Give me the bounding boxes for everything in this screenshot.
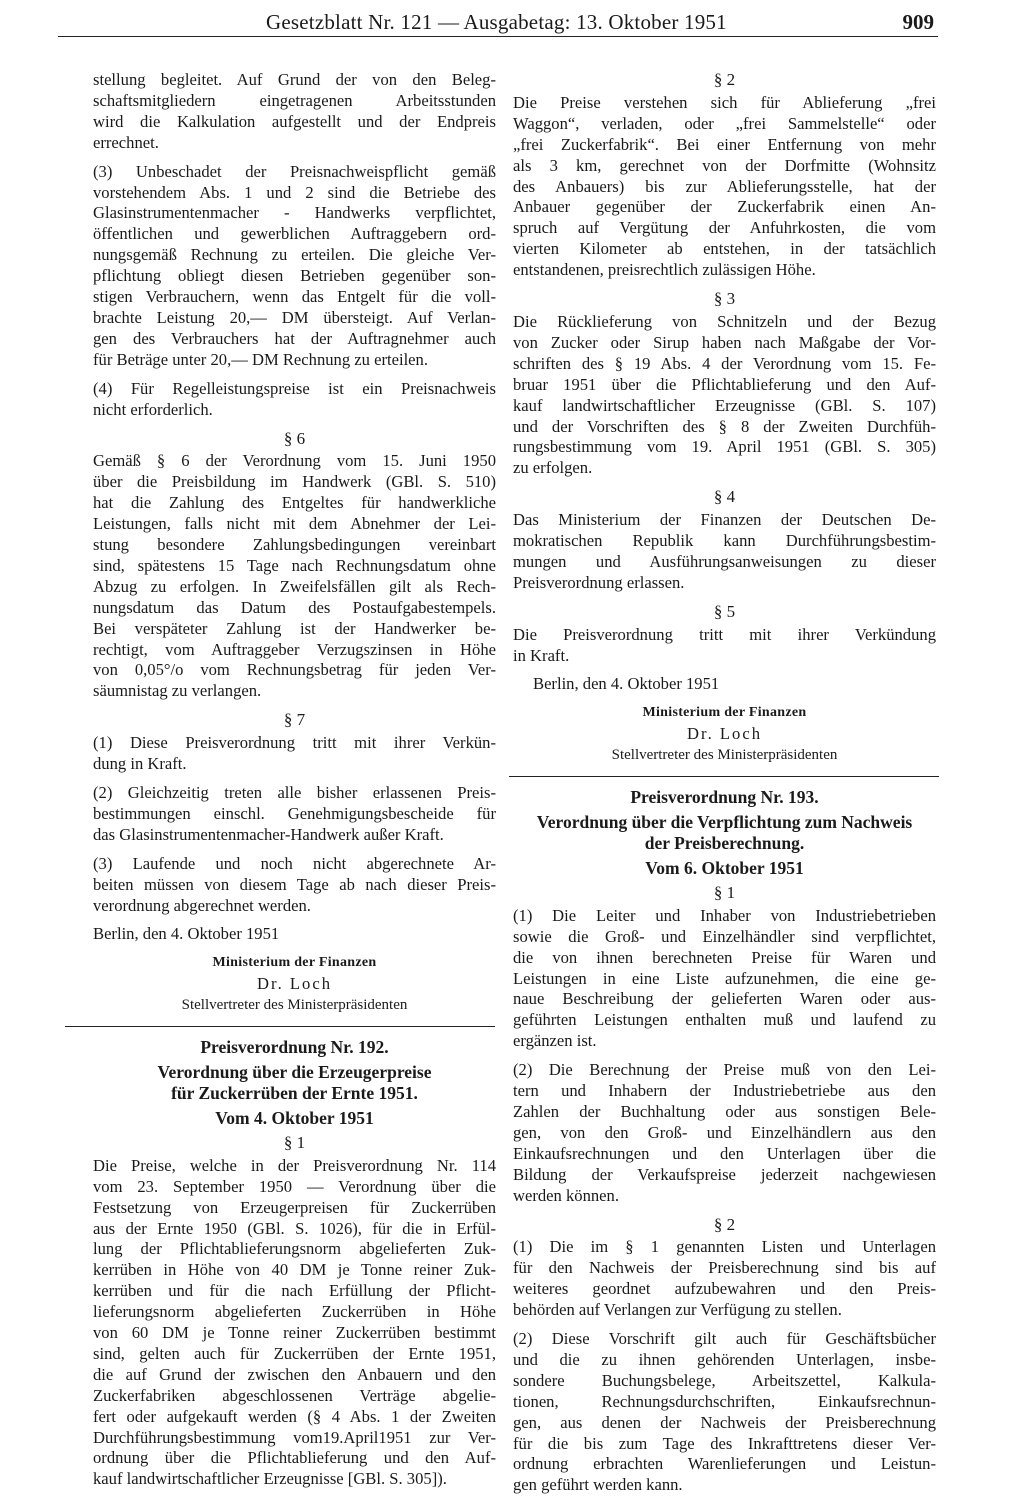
text-line: (1) Die im § 1 genannten Listen und Unterlagen	[513, 1237, 936, 1257]
date-line: Berlin, den 4. Oktober 1951	[93, 924, 280, 944]
text-line: Bei verspäteter Zahlung ist der Handwerker be-	[93, 618, 496, 638]
text-line: (1) Diese Preisverordnung tritt mit ihrer Verkün-	[93, 733, 496, 753]
text-line: ordnung über die Pflichtablieferung und den Auf-	[93, 1448, 496, 1468]
paragraph	[513, 1237, 936, 1321]
paragraph	[513, 510, 936, 594]
text-line: stigen Verbrauchern, wenn das Entgelt für die voll-	[93, 287, 496, 307]
text-line: hat die Zahlung des Entgeltes für handwerkliche	[93, 493, 496, 513]
ministry-name: Ministerium der Finanzen	[642, 705, 807, 721]
text-line: aus der Ernte 1950 (GBl. S. 1026), für die in Erfül-	[93, 1218, 496, 1238]
ordinance-title: Preisverordnung Nr. 193.	[630, 787, 819, 808]
text-line: Anbauer gegenüber der Zuckerfabrik einen An-	[513, 197, 936, 217]
text-line: (2) Gleichzeitig treten alle bisher erlassenen Preis-	[93, 783, 496, 802]
text-line: mokratischen Republik kann Durchführungsbestim-	[513, 531, 936, 551]
text-line: Gemäß § 6 der Verordnung vom 15. Juni 1950	[93, 451, 496, 471]
paragraph	[513, 1060, 936, 1206]
text-line: (4) Für Regelleistungspreise ist ein Preisnachweis	[93, 378, 496, 398]
ordinance-subtitle: Verordnung über die Verpflichtung zum Nachweis	[536, 812, 913, 832]
text-line: Einkaufsrechnungen und den Unterlagen über die	[513, 1143, 936, 1163]
ordinance-subtitle: für Zuckerrüben der Ernte 1951.	[171, 1082, 418, 1103]
text-line: tionen, Rechnungsdurchschriften, Einkaufsrechnun-	[513, 1391, 936, 1411]
text-line: gen, von den Groß- und Einzelhändlern aus den	[513, 1122, 936, 1142]
page-header	[58, 6, 938, 37]
paragraph	[513, 906, 936, 1052]
text-line: verordnung abgerechnet werden.	[93, 895, 311, 915]
text-line: lieferungsnorm abgelieferten Zuckerrüben in Höhe	[93, 1302, 496, 1322]
section-heading: § 6	[283, 428, 306, 448]
section-heading: § 2	[713, 70, 736, 89]
paragraph	[93, 162, 496, 371]
text-line: des Anbauers) bis zur Ablieferungsstelle, hat der	[513, 176, 936, 196]
text-line: nungsdatum das Datum des Postaufgabestempels.	[93, 597, 496, 617]
right-column-top	[513, 70, 936, 1504]
text-line: Die Rücklieferung von Schnitzeln und der Bezug	[513, 311, 936, 331]
text-line: (2) Die Berechnung der Preise muß von den Lei-	[513, 1060, 936, 1080]
text-line: kauf landwirtschaftlicher Erzeugnisse (GBl. S. 107)	[513, 395, 936, 415]
text-line: für Beträge unter 20,— DM Rechnung zu erteilen.	[93, 349, 428, 369]
text-line: für den Nachweis der Preisberechnung sind bis auf	[513, 1258, 936, 1278]
text-line: beiten müssen von diesem Tage ab nach dieser Preis-	[93, 874, 496, 894]
text-line: Waggon“, verladen, oder „frei Sammelstelle“ oder	[513, 113, 936, 133]
signer-title: Stellvertreter des Ministerpräsidenten	[181, 997, 408, 1014]
text-line: Die Preisverordnung tritt mit ihrer Verkündung	[513, 624, 936, 644]
text-line: wird die Kalkulation aufgestellt und der Endpreis	[93, 111, 496, 131]
divider	[65, 1026, 495, 1027]
text-line: „frei Zuckerfabrik“. Bei einer Entfernung von mehr	[513, 134, 936, 154]
text-line: Leistungen, falls nicht mit dem Abnehmer der Lei-	[93, 514, 496, 534]
text-line: in Kraft.	[513, 645, 570, 665]
text-line: von 60 DM je Tonne reiner Zuckerrüben bestimmt	[93, 1323, 496, 1343]
text-line: schaftsmitgliedern eingetragenen Arbeitsstunden	[93, 90, 496, 110]
text-line: als 3 km, gerechnet von der Dorfmitte (Wohnsitz	[513, 155, 936, 175]
paragraph	[93, 783, 496, 846]
text-line: fert oder aufgekauft werden (§ 4 Abs. 1 der Zweiten	[93, 1406, 496, 1426]
text-line: Festsetzung von Erzeugerpreisen für Zuckerrüben	[93, 1197, 496, 1217]
section-heading: § 5	[713, 601, 736, 621]
text-line: pflichtung obliegt diesen Betrieben gegenüber son-	[93, 266, 496, 286]
ordinance-title: Preisverordnung Nr. 192.	[200, 1037, 389, 1058]
text-line: die von ihnen berechneten Preise für Waren und	[513, 947, 936, 967]
text-line: (3) Laufende und noch nicht abgerechnete Ar-	[93, 853, 496, 873]
ordinance-date: Vom 4. Oktober 1951	[215, 1107, 374, 1128]
text-line: vorstehendem Abs. 1 und 2 sind die Betriebe des	[93, 182, 496, 202]
paragraph	[93, 1156, 496, 1491]
paragraph	[93, 379, 496, 421]
left-column	[93, 70, 496, 1498]
text-line: sondere Buchungsbelege, Arbeitszettel, Kalkula-	[513, 1370, 936, 1390]
text-line: geführten Leistungen enthalten muß und laufend zu	[513, 1010, 936, 1030]
text-line: weiteres geordnet aufzubewahren und den Preis-	[513, 1279, 936, 1299]
text-line: nicht erforderlich.	[93, 399, 213, 419]
header-title: Gesetzblatt Nr. 121 — Ausgabetag: 13. Oktober 1951	[266, 10, 727, 34]
text-line: vierten Kilometer ab entstehen, in der tatsächlich	[513, 239, 936, 259]
text-line: öffentlichen und gewerblichen Auftraggebern ord-	[93, 224, 496, 244]
text-line: Bildung der Verkaufspreise jederzeit nachgewiesen	[513, 1164, 936, 1184]
text-line: die auf Grund der zwischen den Anbauern und den	[93, 1364, 496, 1384]
text-line: tern und Inhabern der Industriebetriebe aus den	[513, 1081, 936, 1101]
text-line: sind, gelten auch für Zuckerrüben der Ernte 1951,	[93, 1343, 496, 1363]
text-line: stellung begleitet. Auf Grund der von den Beleg-	[93, 70, 496, 89]
text-line: über die Preisbildung im Handwerk (GBl. S. 510)	[93, 472, 496, 492]
text-line: für die bis zum Tage des Inkrafttretens dieser Ver-	[513, 1433, 936, 1453]
text-line: Leistungen in eine Liste aufzunehmen, die eine ge-	[513, 968, 936, 988]
text-line: nungsgemäß Rechnung zu erteilen. Die gleiche Ver-	[93, 245, 496, 265]
paragraph	[93, 733, 496, 775]
paragraph	[513, 93, 936, 281]
text-line: naue Beschreibung der gelieferten Waren oder aus-	[513, 989, 936, 1009]
paragraph	[93, 70, 496, 154]
text-line: gen, aus denen der Nachweis der Preisberechnung	[513, 1412, 936, 1432]
section-heading: § 1	[283, 1132, 306, 1152]
text-line: behörden auf Verlangen zur Verfügung zu stellen.	[513, 1300, 842, 1320]
text-line: säumnistag zu verlangen.	[93, 681, 262, 701]
text-line: (2) Diese Vorschrift gilt auch für Geschäftsbücher	[513, 1329, 936, 1349]
text-line: errechnet.	[93, 132, 159, 152]
ministry-name: Ministerium der Finanzen	[212, 955, 377, 971]
text-line: rechtigt, vom Auftraggeber Verzugszinsen in Höhe	[93, 639, 496, 659]
text-line: spruch auf Vergütung der Anfuhrkosten, die vom	[513, 218, 936, 238]
signer-name: Dr. Loch	[257, 974, 332, 994]
text-line: brachte Leistung 20,— DM übersteigt. Auf Verlan-	[93, 307, 496, 327]
text-line: mungen und Ausführungsanweisungen zu dieser	[513, 551, 936, 571]
section-heading: § 3	[713, 289, 736, 309]
text-line: Preisverordnung erlassen.	[513, 572, 685, 592]
text-line: zu erfolgen.	[513, 458, 593, 478]
text-line: Die Preise verstehen sich für Ablieferung „frei	[513, 92, 936, 112]
signer-name: Dr. Loch	[687, 724, 762, 744]
divider	[509, 776, 939, 777]
text-line: stung besondere Zahlungsbedingungen vereinbart	[93, 535, 496, 555]
signer-title: Stellvertreter des Ministerpräsidenten	[611, 747, 838, 764]
text-line: Durchführungsbestimmung vom19.April1951 zur Ver-	[93, 1427, 496, 1447]
text-line: und die zu ihnen gehörenden Unterlagen, insbe-	[513, 1349, 936, 1369]
text-line: Zuckerfabriken abgeschlossenen Verträge abgelie-	[93, 1385, 496, 1405]
ordinance-subtitle: der Preisberechnung.	[644, 833, 805, 853]
text-line: gen des Verbrauchers hat der Auftragnehmer auch	[93, 328, 496, 348]
text-line: sind, spätestens 15 Tage nach Rechnungsdatum ohne	[93, 555, 496, 575]
text-line: Die Preise, welche in der Preisverordnung Nr. 114	[93, 1155, 496, 1175]
text-line: Zahlen der Buchhaltung oder aus sonstigen Bele-	[513, 1101, 936, 1121]
text-line: (3) Unbeschadet der Preisnachweispflicht gemäß	[93, 161, 496, 181]
text-line: bestimmungen einschl. Genehmigungsbescheide für	[93, 803, 496, 823]
date-line: Berlin, den 4. Oktober 1951	[533, 674, 720, 694]
paragraph	[513, 312, 936, 479]
text-line: kauf landwirtschaftlicher Erzeugnisse [GBl. S. 305]).	[93, 1469, 447, 1489]
text-line: entstandenen, preisrechtlich zulässigen Höhe.	[513, 260, 816, 280]
paragraph	[93, 451, 496, 702]
text-line: werden können.	[513, 1185, 619, 1205]
text-line: Abzug zu erfolgen. In Zweifelsfällen gilt als Rech-	[93, 576, 496, 596]
text-line: vom 23. September 1950 — Verordnung über die	[93, 1176, 496, 1196]
text-line: kerrüben und für die nach Erfüllung der Pflicht-	[93, 1281, 496, 1301]
ordinance-subtitle: Verordnung über die Erzeugerpreise	[157, 1061, 432, 1082]
text-line: ordnung erbrachten Warenlieferungen und Leistun-	[513, 1454, 936, 1474]
text-line: das Glasinstrumentenmacher-Handwerk außer Kraft.	[93, 824, 444, 844]
text-line: (1) Die Leiter und Inhaber von Industriebetrieben	[513, 905, 936, 925]
text-line: ergänzen ist.	[513, 1031, 597, 1051]
paragraph	[513, 1329, 936, 1496]
text-line: kerrüben in Höhe von 40 DM je Tonne reiner Zuk-	[93, 1260, 496, 1280]
paragraph	[93, 854, 496, 917]
text-line: und der Vorschriften des § 8 der Zweiten Durchfüh-	[513, 416, 936, 436]
text-line: von Zucker oder Sirup haben nach Maßgabe der Vor-	[513, 332, 936, 352]
text-line: lung der Pflichtablieferungsnorm abgelieferten Zuk-	[93, 1239, 496, 1259]
ordinance-date: Vom 6. Oktober 1951	[645, 858, 804, 878]
text-line: rungsbestimmung vom 19. April 1951 (GBl. S. 305)	[513, 437, 936, 457]
text-line: sowie die Groß- und Einzelhändler sind verpflichtet,	[513, 926, 936, 946]
text-line: bruar 1951 über die Pflichtablieferung und den Auf-	[513, 374, 936, 394]
text-line: Das Ministerium der Finanzen der Deutschen De-	[513, 510, 936, 530]
text-line: Glasinstrumentenmacher - Handwerks verpflichtet,	[93, 203, 496, 223]
text-line: dung in Kraft.	[93, 754, 187, 774]
section-heading: § 4	[713, 487, 736, 507]
section-heading: § 7	[283, 710, 306, 730]
text-line: von 0,05°/o vom Rechnungsbetrag für jeden Ver-	[93, 660, 496, 680]
section-heading: § 2	[713, 1214, 736, 1234]
paragraph	[513, 625, 936, 667]
text-line: schriften des § 19 Abs. 4 der Verordnung vom 15. Fe-	[513, 353, 936, 373]
section-heading: § 1	[713, 882, 736, 902]
text-line: gen geführt werden kann.	[513, 1475, 683, 1495]
page-number: 909	[902, 10, 934, 34]
